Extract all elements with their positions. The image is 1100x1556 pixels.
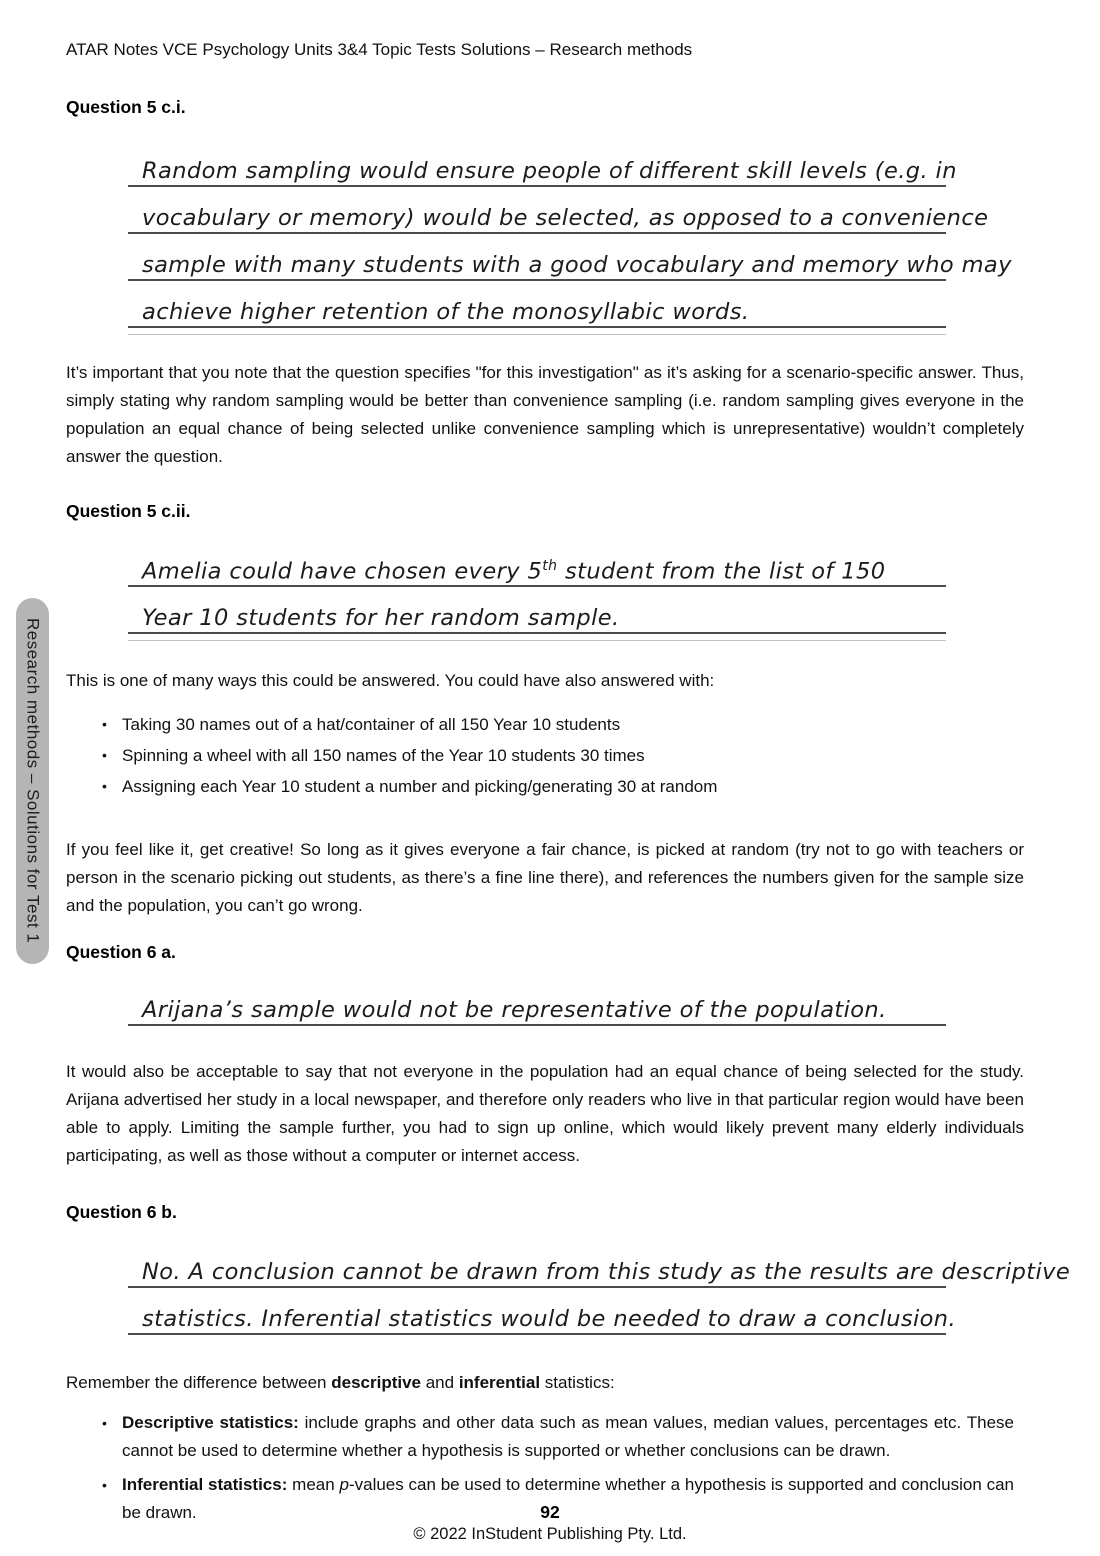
copyright-notice: © 2022 InStudent Publishing Pty. Ltd. — [413, 1525, 687, 1543]
answer-line — [128, 1241, 1071, 1288]
page-number: 92 — [540, 1502, 560, 1522]
bold-descriptive: descriptive — [331, 1373, 421, 1392]
list-item-text: Taking 30 names out of a hat/container of all 150 Year 10 students — [122, 715, 621, 734]
answer-line — [128, 140, 957, 187]
handwritten-text: No. A conclusion cannot be drawn from this study as the results are descriptive — [142, 1259, 1071, 1285]
bullet-icon: • — [102, 1415, 107, 1431]
list-item — [102, 1409, 1014, 1465]
page-footer — [0, 1502, 1100, 1544]
answer-line — [128, 234, 1012, 281]
ruled-line — [128, 328, 946, 335]
answer-line — [128, 187, 989, 234]
list-item-text: Assigning each Year 10 student a number and picking/generating 30 at random — [122, 777, 718, 796]
bullet-icon: • — [102, 747, 107, 763]
question-6b-heading: Question 6 b. — [66, 1202, 177, 1222]
handwritten-text: Amelia could have chosen every 5th student from the list of 150 — [142, 557, 886, 584]
answer-line — [128, 587, 946, 634]
document-header: ATAR Notes VCE Psychology Units 3&4 Topic Tests Solutions – Research methods — [66, 40, 693, 59]
alternative-answers-list — [102, 709, 1014, 802]
question-5cii-note2: If you feel like it, get creative! So long as it gives everyone a fair chance, is picked at random (try not to go with teachers or person in the scenario picking out students, as there’s a fine line there), and references the numbers given for the sample size and the population, you can’t go wrong. — [66, 840, 1024, 915]
list-item-text: Inferential statistics: mean p-values can be used to determine whether a hypothesis is supported and conclusion can be drawn. — [122, 1475, 1015, 1522]
list-item-text: Descriptive statistics: include graphs and other data such as mean values, median values, percentages etc. These cannot be used to determine whether a hypothesis is supported or whether conclusions can be drawn. — [122, 1413, 1014, 1460]
question-5cii-heading: Question 5 c.ii. — [66, 501, 191, 521]
section-tab — [16, 598, 49, 964]
question-5cii-answer — [128, 540, 946, 641]
bullet-icon: • — [102, 1477, 107, 1493]
answer-line — [128, 540, 946, 587]
answer-line — [128, 281, 946, 328]
list-item — [102, 709, 1014, 740]
question-6a-note: It would also be acceptable to say that not everyone in the population had an equal chance of being selected for the study. Arijana advertised her study in a local newspaper, and therefore only readers who live in that particular region would have been able to apply. Limiting the sample further, you had to sign up online, which would likely prevent many elderly individuals participating, as well as those without a computer or internet access. — [66, 1062, 1024, 1165]
handwritten-text: sample with many students with a good vocabulary and memory who may — [142, 252, 1012, 278]
superscript-th: th — [542, 557, 558, 574]
list-item — [102, 740, 1014, 771]
list-item — [102, 771, 1014, 802]
handwritten-text: Year 10 students for her random sample. — [142, 605, 620, 631]
statistics-reminder: Remember the difference between descriptive and inferential statistics: — [66, 1373, 615, 1392]
ruled-line — [128, 634, 946, 641]
handwritten-text: Arijana’s sample would not be representative of the population. — [142, 997, 887, 1023]
question-5ci-heading: Question 5 c.i. — [66, 97, 186, 117]
question-6a-answer — [128, 979, 946, 1026]
italic-p: p — [339, 1475, 349, 1494]
list-item-text: Spinning a wheel with all 150 names of the Year 10 students 30 times — [122, 746, 645, 765]
question-5ci-answer — [128, 140, 1012, 335]
answer-line — [128, 1288, 957, 1335]
handwritten-text: statistics. Inferential statistics would be needed to draw a conclusion. — [142, 1306, 957, 1332]
bullet-icon: • — [102, 778, 107, 794]
question-5ci-note: It’s important that you note that the question specifies "for this investigation" as it’s asking for a scenario-specific answer. Thus, simply stating why random sampling would be better than convenience sampling (i.e. random sampling gives everyone in the population an equal chance of being selected unlike convenience sampling which is unrepresentative) wouldn’t completely answer the question. — [66, 363, 1024, 466]
question-6b-answer — [128, 1241, 1071, 1335]
bold-inferential: inferential — [458, 1373, 541, 1392]
bullet-icon: • — [102, 716, 107, 732]
handwritten-text: vocabulary or memory) would be selected, as opposed to a convenience — [142, 205, 989, 231]
question-5cii-note: This is one of many ways this could be answered. You could have also answered with: — [66, 671, 715, 690]
page-content — [66, 0, 1071, 1533]
handwritten-text: achieve higher retention of the monosyllabic words. — [142, 299, 750, 325]
question-6a-heading: Question 6 a. — [66, 942, 176, 962]
handwritten-text: Random sampling would ensure people of different skill levels (e.g. in — [142, 158, 957, 184]
section-tab-label: Research methods – Solutions for Test 1 — [23, 618, 43, 944]
answer-line — [128, 979, 946, 1026]
